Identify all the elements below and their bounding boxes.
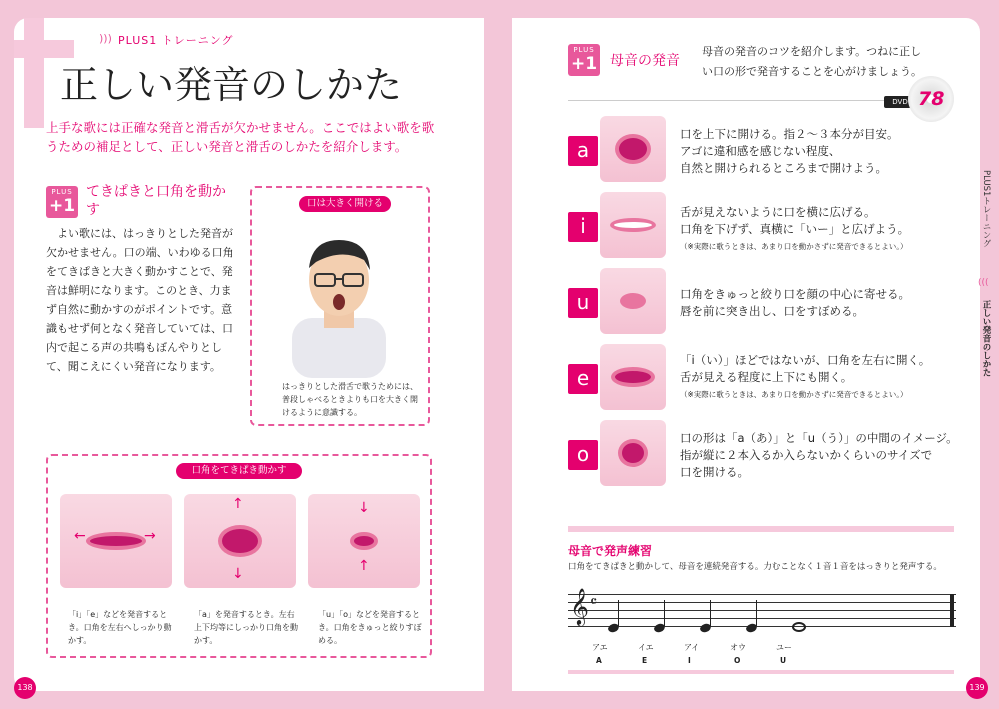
plus-badge: PLUS +1 xyxy=(46,186,78,218)
caption-wide: 「i」「e」などを発音するとき。口角を左右へしっかり動かす。 xyxy=(68,610,172,645)
vowel-i-label: i xyxy=(568,212,598,242)
lower-box-title: 口角をてきぱき動かす xyxy=(176,463,302,479)
plus-badge-right: PLUS +1 xyxy=(568,44,600,76)
mouth-photo-i xyxy=(600,192,666,258)
side-label-top: PLUS1トレーニング xyxy=(981,170,991,248)
face-illustration-pursed: ↓ ↑ xyxy=(308,494,420,588)
practice-bottom-bar xyxy=(568,670,954,674)
dvd-label: DVD xyxy=(884,96,916,108)
practice-title: 母音で発声練習 xyxy=(568,544,653,558)
page-number-left: 138 xyxy=(14,677,36,699)
practice-bar xyxy=(568,526,954,532)
mouth-photo-a xyxy=(600,116,666,182)
side-sound-icon: ((( xyxy=(978,278,989,288)
section-title: てきぱきと口角を動かす xyxy=(86,184,226,218)
body-text: よい歌には、はっきりとした発音が欠かせません。口の端、いわゆる口角をてきぱきと大きく動かすことで、発音は鮮明になります。このとき、力まず自然に動かすのがポイントです。意識もせず何となく発音していては、口内で起こる声の共鳴もぼんやりとして、聞こえにくい発音になります。 xyxy=(46,227,234,373)
practice-text: 口角をてきぱきと動かして、母音を連続発音する。力むことなく１音１音をはっきりと発声する。 xyxy=(568,562,942,572)
page-number-right: 139 xyxy=(966,677,988,699)
photo-box-title: 口は大きく開ける xyxy=(299,196,391,212)
mouth-photo-o xyxy=(600,420,666,486)
face-illustration-open: ↑ ↓ xyxy=(184,494,296,588)
sound-wave-icon: ))) xyxy=(99,32,112,45)
caption-pursed: 「u」「o」などを発音するとき。口角をきゅっと絞りすぼめる。 xyxy=(318,610,422,645)
right-page: PLUS +1 母音の発音 母音の発音のコツを紹介します。つねに正しい口の形で発音することを心がけましょう。 DVD 78 a 口を上下に開ける。指２～３本分が目安。 アゴに違和感を感じない程度、 自然と開けられるところまで開けよう。 i 舌が見えないように口を横に広げる。 口角を下げず、真横に「いー」と広げよう。 （※実際に歌うときは、あまり口を動かさずに発音できるとよい。） u 口角をきゅっと絞り口を顔の中心に寄せる。 唇を前に突き出し、口をすぼめる。 e 「i（い）」ほどではないが、口角を左右に開く。 舌が見える程度に上下にも開く。 （※実際に歌うときは、あまり口を動かさずに発音できるとよい。） o 口の形は「a（あ）」と「u（う）」の中間のイメージ。 指が縦に２本入るか入らないかくらいのサイズで 口を開ける。 母音で発声練習 口角をてきぱきと動かして、母音を連続発音する。力むことなく１音１音をはっきりと発声する。 𝄞 𝄴 アエ イエ アイ オウ ユー A E I O U xyxy=(512,18,980,691)
page-title: 正しい発音のしかた xyxy=(60,63,403,107)
page-header: PLUS1 トレーニング xyxy=(118,34,234,47)
vowel-e-label: e xyxy=(568,364,598,394)
vowel-i-text: 舌が見えないように口を横に広げる。 口角を下げず、真横に「いー」と広げよう。 （※実際に歌うときは、あまり口を動かさずに発音できるとよい。） xyxy=(680,205,910,251)
photo-caption: はっきりとした滑舌で歌うためには、普段しゃべるときよりも口を大きく開けるように意識する。 xyxy=(282,382,418,417)
caption-open: 「a」を発音するとき。左右上下均等にしっかり口角を動かす。 xyxy=(194,610,298,645)
decorative-cross xyxy=(24,18,44,128)
staff-whole-note xyxy=(792,622,806,632)
treble-clef-icon: 𝄞 xyxy=(570,587,589,625)
side-label-bottom: 正しい発音のしかた xyxy=(981,300,991,377)
vowel-o-text: 口の形は「a（あ）」と「u（う）」の中間のイメージ。 指が縦に２本入るか入らないかくらいのサイズで 口を開ける。 xyxy=(680,431,958,479)
section-divider xyxy=(568,100,894,101)
vowel-u-label: u xyxy=(568,288,598,318)
staff-end-bar xyxy=(950,594,954,627)
left-page xyxy=(14,18,484,691)
right-section-title: 母音の発音 xyxy=(610,53,680,69)
vowel-o-label: o xyxy=(568,440,598,470)
lead-text: 上手な歌には正確な発音と滑舌が欠かせません。ここではよい歌を歌うための補足として、正しい発音と滑舌のしかたを紹介します。 xyxy=(46,120,435,154)
vowel-a-label: a xyxy=(568,136,598,166)
vowel-e-text: 「i（い）」ほどではないが、口角を左右に開く。 舌が見える程度に上下にも開く。 （※実際に歌うときは、あまり口を動かさずに発音できるとよい。） xyxy=(680,353,931,399)
singer-photo xyxy=(272,218,406,378)
music-staff xyxy=(568,587,956,628)
time-signature-icon: 𝄴 xyxy=(590,592,598,611)
mouth-photo-u xyxy=(600,268,666,334)
dvd-number: 78 xyxy=(918,88,945,110)
vowel-u-text: 口角をきゅっと絞り口を顔の中心に寄せる。 唇を前に突き出し、口をすぼめる。 xyxy=(680,287,910,318)
right-intro: 母音の発音のコツを紹介します。つねに正しい口の形で発音することを心がけましょう。 xyxy=(702,45,922,78)
mouth-photo-e xyxy=(600,344,666,410)
face-illustration-wide: ← → xyxy=(60,494,172,588)
vowel-a-text: 口を上下に開ける。指２～３本分が目安。 アゴに違和感を感じない程度、 自然と開けられるところまで開けよう。 xyxy=(680,127,899,175)
